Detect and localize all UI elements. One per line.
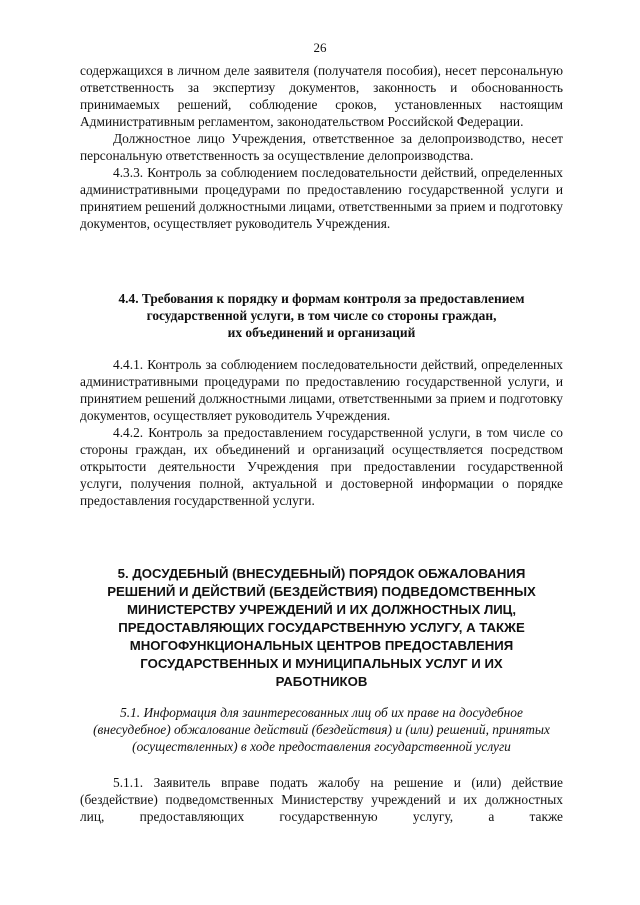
subheading-line: (осуществленных) в ходе предоставления государственной услуги	[132, 739, 511, 754]
subheading-line: 5.1. Информация для заинтересованных лиц об их праве на досудебное	[120, 705, 523, 720]
heading-line: 4.4. Требования к порядку и формам контроля за предоставлением	[118, 291, 525, 306]
paragraph: 4.4.1. Контроль за соблюдением последовательности действий, определенных административными процедурами по предоставлению государственной услуги, и принятием решений должностными лицами, ответственными за прием и подготовку документов, осуществляет руководитель Учреждения.	[80, 357, 564, 423]
heading-line: ГОСУДАРСТВЕННЫХ И МУНИЦИПАЛЬНЫХ УСЛУГ И ИХ	[140, 656, 503, 671]
section-4-4-text	[80, 356, 563, 509]
heading-line: РЕШЕНИЙ И ДЕЙСТВИЙ (БЕЗДЕЙСТВИЯ) ПОДВЕДОМСТВЕННЫХ	[107, 584, 536, 599]
heading-line: их объединений и организаций	[227, 325, 416, 340]
paragraph: содержащихся в личном деле заявителя (получателя пособия), несет персональную ответственность за экспертизу документов, законность и обоснованность принимаемых решений, соблюдение сроков, установленных настоящим Административным регламентом, законодательством Российской Федерации.	[80, 63, 563, 129]
paragraph: 4.3.3. Контроль за соблюдением последовательности действий, определенных административными процедурами по предоставлению государственной услуги и принятием решений должностными лицами, ответственными за прием и подготовку документов, осуществляет руководитель Учреждения.	[80, 165, 564, 231]
heading-line: ПРЕДОСТАВЛЯЮЩИХ ГОСУДАРСТВЕННУЮ УСЛУГУ, А ТАКЖЕ	[118, 620, 525, 635]
heading-line: МИНИСТЕРСТВУ УЧРЕЖДЕНИЙ И ИХ ДОЛЖНОСТНЫХ ЛИЦ,	[127, 602, 516, 617]
paragraph: 4.4.2. Контроль за предоставлением государственной услуги, в том числе со стороны граждан, их объединений и организаций осуществляется посредством открытости деятельности Учреждения при предоставлении государственной услуги, получения полной, актуальной и достоверной информации о порядке предоставления государственной услуги.	[80, 425, 563, 508]
subheading-line: (внесудебное) обжалование действий (бездействия) и (или) решений, принятых	[93, 722, 550, 737]
heading-line: 5. ДОСУДЕБНЫЙ (ВНЕСУДЕБНЫЙ) ПОРЯДОК ОБЖАЛОВАНИЯ	[117, 566, 526, 581]
paragraph: Должностное лицо Учреждения, ответственное за делопроизводство, несет персональную ответственность за осуществление делопроизводства.	[80, 131, 563, 163]
section-5-1-subheading	[80, 704, 563, 755]
section-5-heading	[80, 565, 563, 691]
heading-line: МНОГОФУНКЦИОНАЛЬНЫХ ЦЕНТРОВ ПРЕДОСТАВЛЕНИЯ	[129, 638, 514, 653]
paragraph: 5.1.1. Заявитель вправе подать жалобу на решение и (или) действие (бездействие) подведомственных Министерству учреждений и их должностных лиц, предоставляющих государственную услугу, а также	[80, 775, 563, 824]
heading-line: государственной услуги, в том числе со стороны граждан,	[146, 308, 497, 323]
top-text-block	[80, 62, 563, 232]
section-4-4-heading	[80, 290, 563, 341]
section-5-1-1-text	[80, 774, 563, 825]
page-number: 26	[313, 40, 327, 55]
heading-line: РАБОТНИКОВ	[275, 674, 368, 689]
